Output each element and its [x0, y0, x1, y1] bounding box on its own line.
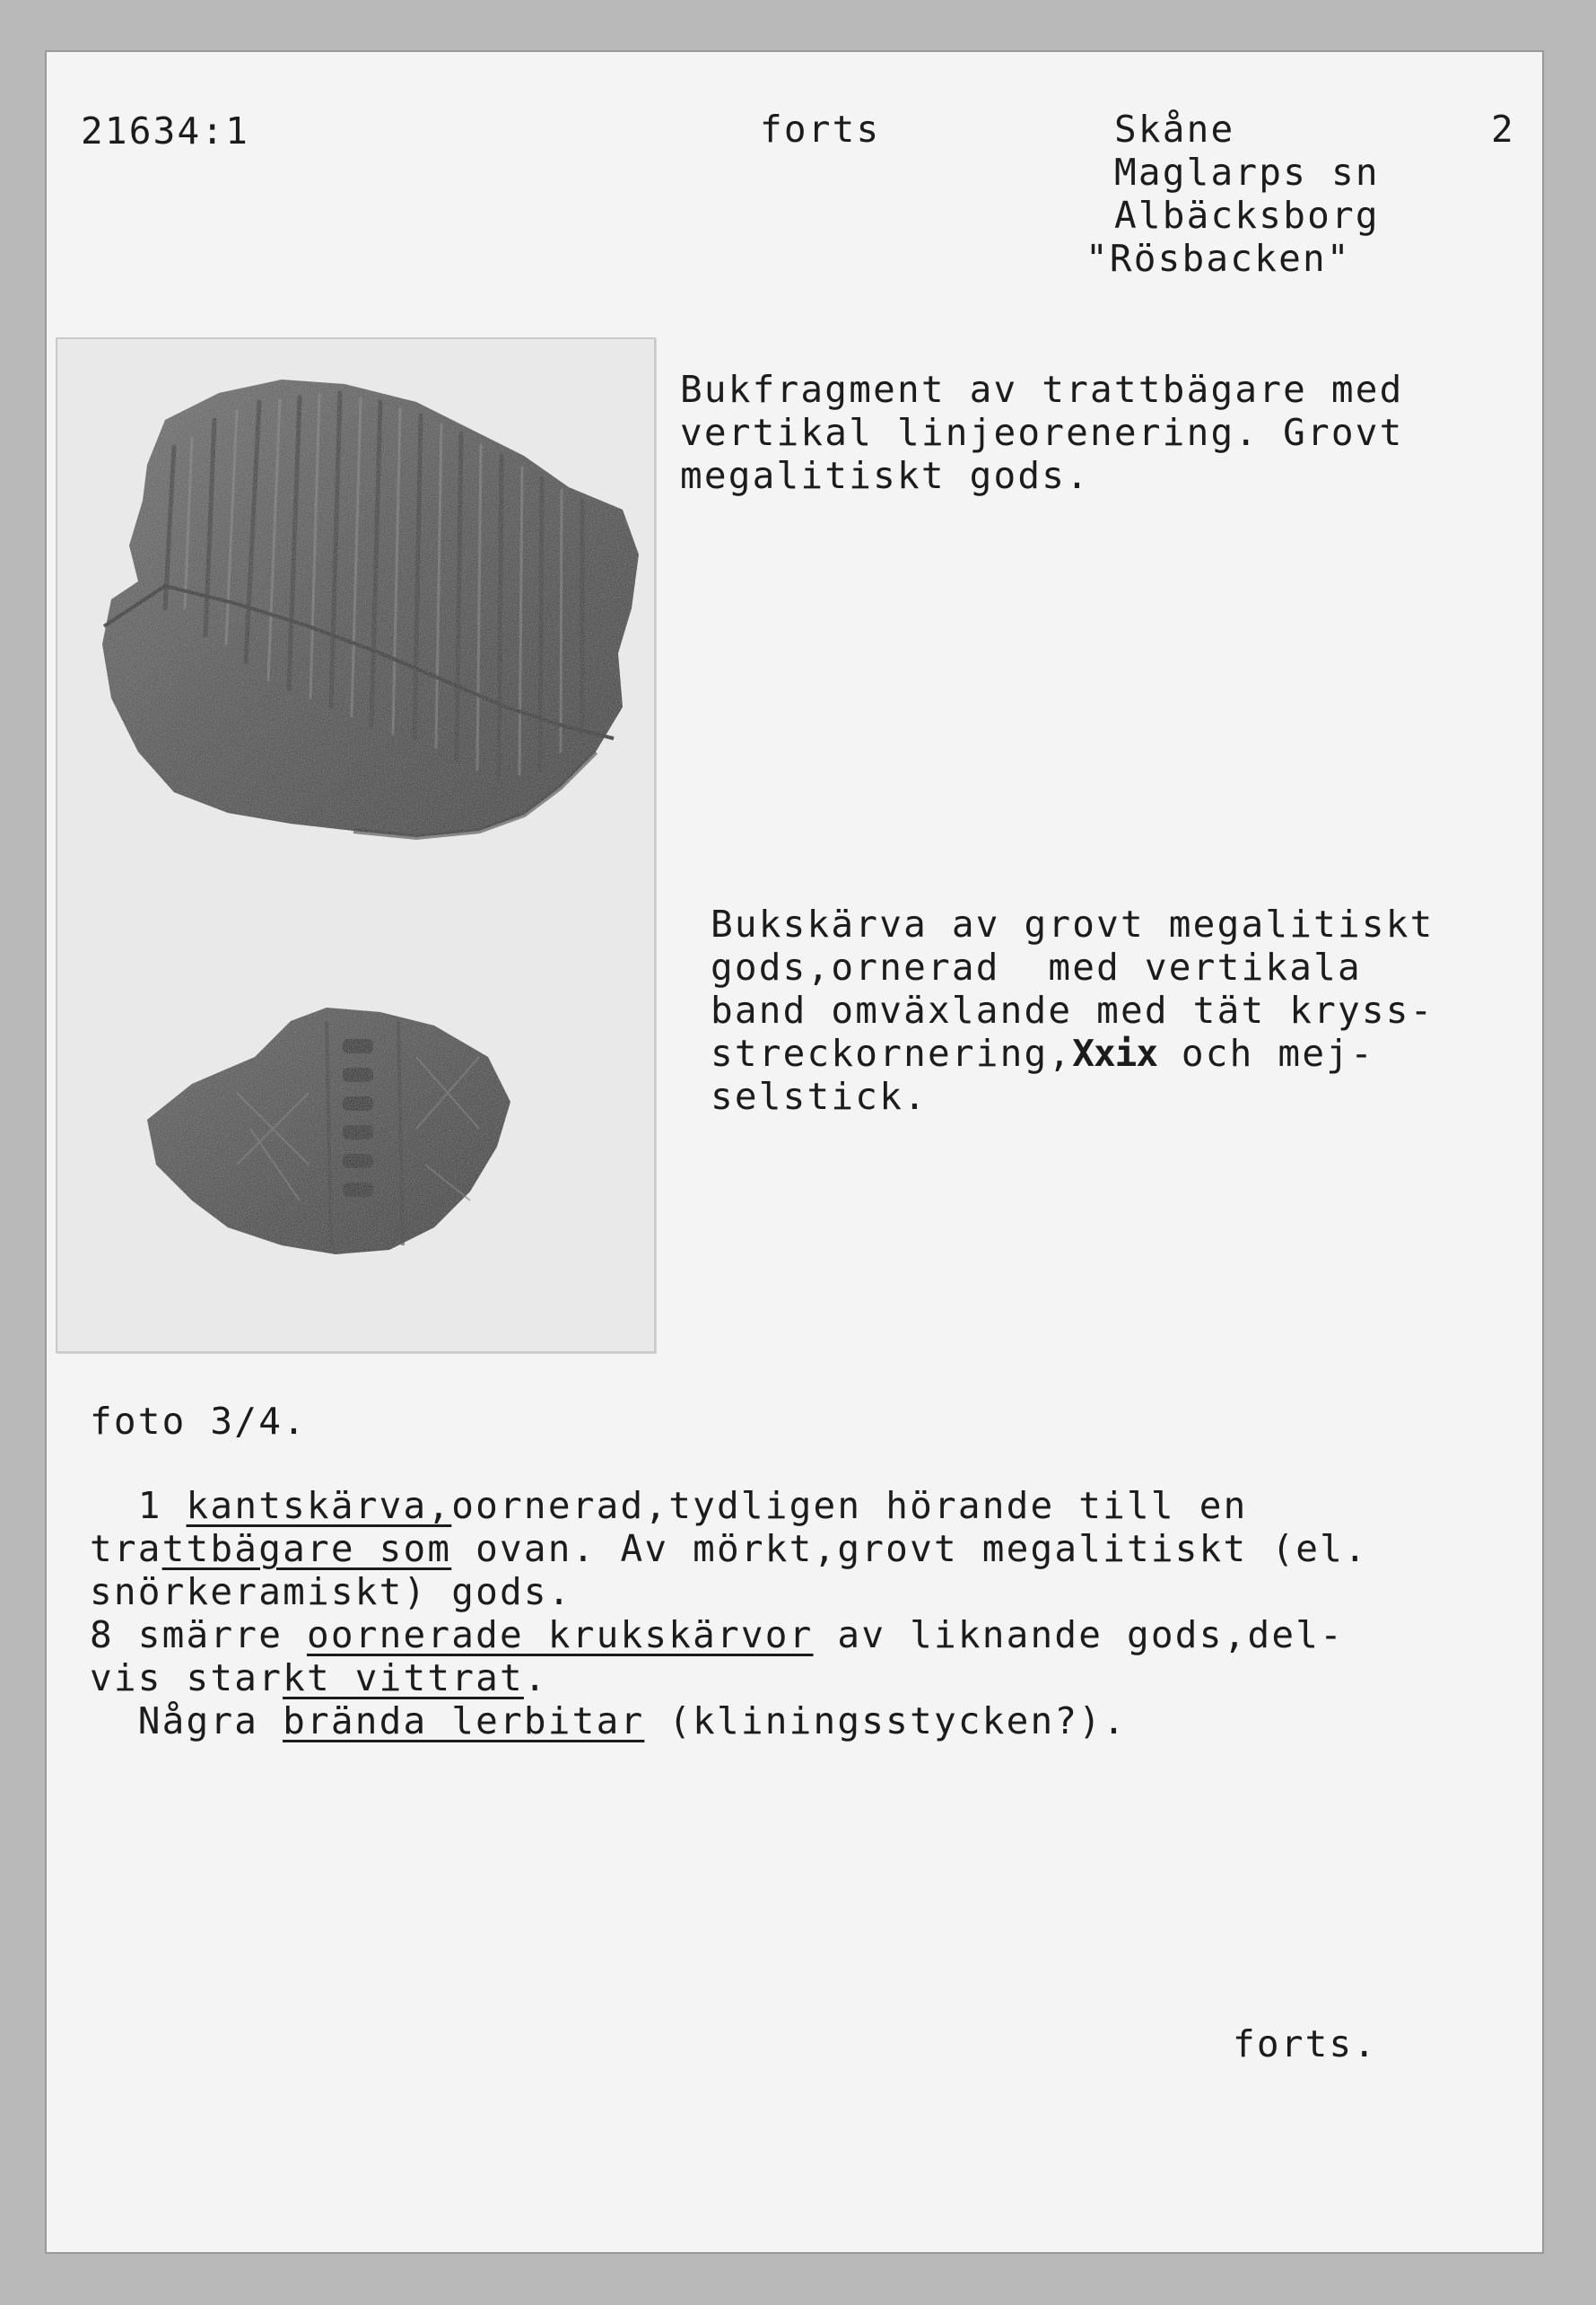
body-line-2-rest: ovan. Av mörkt,grovt megalitiskt (el.	[451, 1527, 1368, 1570]
location-parish: Maglarps sn	[1114, 151, 1380, 194]
underlined-text: oornerade krukskärvor	[306, 1613, 814, 1656]
underlined-text: ttbägare som	[161, 1527, 452, 1570]
catalog-card	[47, 52, 1542, 2252]
caption-bottom-line-3: band omväxlande med tät kryss-	[711, 989, 1435, 1032]
body-line-5	[90, 1656, 548, 1699]
body-line-4-rest: av liknande gods,del-	[813, 1613, 1344, 1656]
artifact-photograph	[56, 337, 656, 1353]
caption-bottom-line-4-b: och mej-	[1157, 1032, 1374, 1075]
body-line-2	[90, 1527, 1368, 1570]
page-number: 2	[1491, 108, 1515, 151]
body-line-4-a: 8 smärre	[90, 1613, 307, 1656]
caption-top-line-1: Bukfragment av trattbägare med	[680, 368, 1404, 411]
caption-bottom-line-1: Bukskärva av grovt megalitiskt	[711, 903, 1435, 946]
body-line-2-a: tra	[90, 1527, 162, 1570]
body-line-6-rest: (kliningsstycken?).	[644, 1699, 1128, 1742]
body-line-1-rest: oornerad,tydligen hörande till en	[451, 1484, 1248, 1527]
caption-bottom-line-2: gods,ornerad med vertikala	[711, 946, 1362, 989]
body-line-1	[90, 1484, 1247, 1527]
underlined-text: kt vittrat	[283, 1656, 524, 1699]
underlined-text: brända lerbitar	[283, 1699, 645, 1742]
body-line-3: snörkeramiskt) gods.	[90, 1570, 572, 1613]
caption-bottom-line-4-a: streckornering,	[711, 1032, 1073, 1075]
caption-top-line-3: megalitiskt gods.	[680, 454, 1091, 497]
caption-bottom-line-5: selstick.	[711, 1075, 928, 1118]
body-line-6-a: Några	[90, 1699, 283, 1742]
sherd-photo-image	[57, 339, 654, 1351]
struck-through-text: Xxix	[1072, 1032, 1158, 1075]
location-province: Skåne	[1114, 108, 1235, 151]
continued-footer: forts.	[1233, 2022, 1378, 2065]
body-line-1-indent: 1	[90, 1484, 187, 1527]
photo-scale-note: foto 3/4.	[90, 1400, 307, 1443]
small-sherd	[147, 1008, 510, 1254]
body-line-5-rest: .	[523, 1656, 548, 1699]
catalog-number: 21634:1	[81, 109, 250, 153]
continued-label: forts	[760, 108, 881, 151]
body-line-4	[90, 1613, 1344, 1656]
body-line-6	[90, 1699, 1127, 1742]
large-sherd	[102, 380, 639, 837]
underlined-text: kantskärva,	[186, 1484, 452, 1527]
location-estate: Albäcksborg	[1114, 194, 1380, 237]
body-line-5-a: vis star	[90, 1656, 283, 1699]
location-site: "Rösbacken"	[1086, 237, 1351, 280]
caption-top-line-2: vertikal linjeorenering. Grovt	[680, 411, 1404, 454]
caption-bottom-line-4	[711, 1032, 1374, 1075]
